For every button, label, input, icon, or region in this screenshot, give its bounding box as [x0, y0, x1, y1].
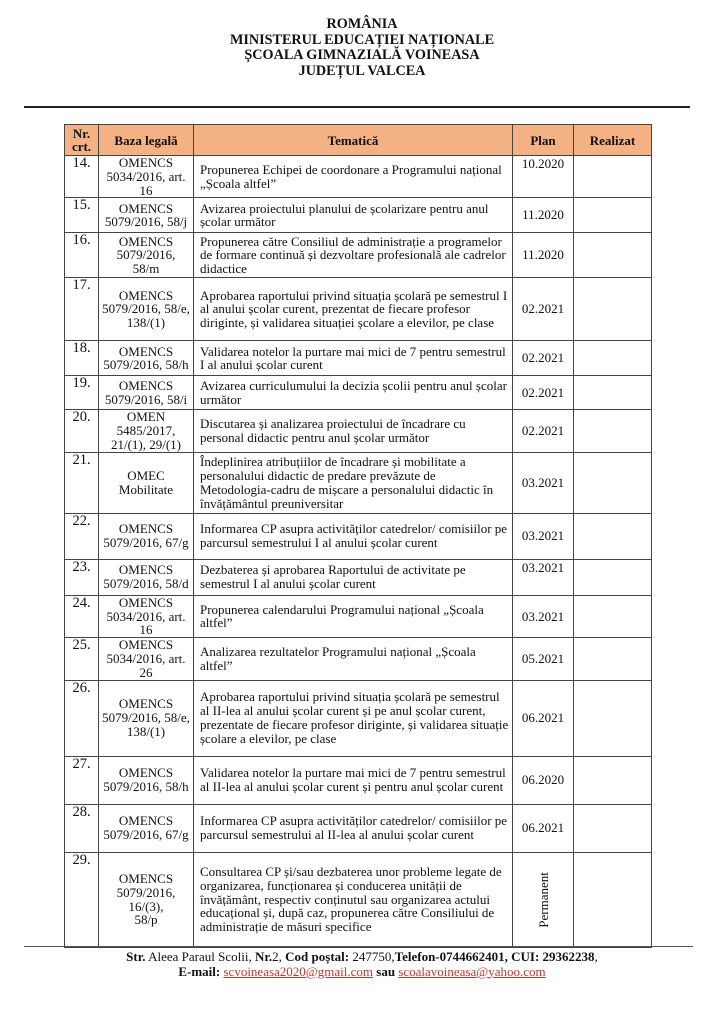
- table-row: [65, 559, 652, 595]
- table-row: [65, 804, 652, 852]
- column-header-nr: Nr. crt.: [65, 125, 99, 156]
- legal-basis-line: 5034/2016, art. 26: [106, 650, 186, 680]
- legal-basis-line: 5079/2016, 58/e,: [102, 301, 190, 317]
- row-number: 26.: [65, 680, 99, 756]
- topic-cell: Propunerea calendarului Programului național „Școala altfel”: [194, 595, 513, 637]
- legal-basis-line: OMEC Mobilitate: [118, 467, 174, 497]
- realized-cell[interactable]: [574, 452, 652, 513]
- topic-cell: Validarea notelor la purtare mai mici de 7 pentru semestrul al II-lea al anului școlar curent și pentru anul școlar curent: [194, 756, 513, 804]
- plan-date-cell: 03.2021: [513, 513, 574, 559]
- legal-basis-line: 5034/2016, art. 16: [106, 168, 186, 198]
- header-school: ȘCOALA GIMNAZIALĂ VOINEASA: [244, 47, 480, 64]
- legal-basis-line: 5079/2016, 58/e,: [102, 710, 190, 726]
- row-number: 20.: [65, 410, 99, 452]
- plan-date-cell: [513, 852, 574, 947]
- legal-basis-line: 5079/2016, 67/g: [103, 827, 189, 843]
- topic-cell: Avizarea curriculumului la decizia școlii pentru anul școlar următor: [194, 376, 513, 410]
- legal-basis-line: 5079/2016, 58/h: [103, 357, 189, 373]
- plan-date-cell: 03.2021: [513, 452, 574, 513]
- legal-basis-line: OMENCS: [118, 233, 174, 249]
- row-number: 16.: [65, 233, 99, 278]
- header-county: JUDEȚUL VALCEA: [298, 62, 426, 79]
- header-country: ROMÂNIA: [326, 16, 398, 32]
- legal-basis-line: 5079/2016, 67/g: [103, 535, 189, 551]
- column-header-realizat: Realizat: [574, 125, 652, 156]
- table-row: [65, 756, 652, 804]
- topic-cell: Discutarea și analizarea proiectului de încadrare cu personal didactic pentru anul școlar următor: [194, 410, 513, 452]
- header-ministry: MINISTERUL EDUCAȚIEI NAȚIONALE: [229, 31, 495, 48]
- plan-date-cell: 06.2020: [513, 756, 574, 804]
- plan-permanent-label: Permanent: [535, 871, 551, 928]
- legal-basis-line: 5079/2016, 58/h: [103, 779, 189, 795]
- legal-basis-line: 5079/2016, 58/i: [104, 391, 188, 407]
- legal-basis-line: OMENCS: [118, 287, 174, 303]
- table-row: [65, 278, 652, 341]
- table-row: [65, 513, 652, 559]
- topic-cell: Aprobarea raportului privind situația școlară pe semestrul I al anului școlar curent, prezentat de fiecare profesor diriginte, și validarea situației școlare a elevilor, pe clase: [194, 278, 513, 341]
- plan-date-cell: 02.2021: [513, 341, 574, 376]
- legal-basis-cell: [99, 756, 194, 804]
- legal-basis-line: 58/p: [134, 912, 158, 928]
- legal-basis-line: OMENCS: [118, 765, 174, 781]
- realized-cell[interactable]: [574, 804, 652, 852]
- realized-cell[interactable]: [574, 341, 652, 376]
- footer-phone: Telefon-0744662401: [394, 949, 505, 964]
- topic-cell: Dezbaterea și aprobarea Raportului de activitate pe semestrul I al anului școlar curent: [194, 559, 513, 595]
- legal-basis-cell: [99, 852, 194, 947]
- plan-date-cell: 10.2020: [513, 156, 574, 198]
- legal-basis-line: OMENCS: [118, 594, 174, 610]
- table-row: [65, 680, 652, 756]
- legal-basis-line: 5034/2016, art. 16: [106, 608, 186, 638]
- row-number: 25.: [65, 638, 99, 680]
- legal-basis-line: OMENCS: [118, 378, 174, 394]
- legal-basis-line: OMENCS: [118, 562, 174, 578]
- legal-basis-line: OMENCS: [118, 343, 174, 359]
- legal-basis-line: 5079/2016, 58/j: [104, 214, 188, 230]
- document-header: [0, 17, 724, 79]
- realized-cell[interactable]: [574, 595, 652, 637]
- legal-basis-line: 5079/2016, 58/d: [103, 576, 189, 592]
- row-number: 29.: [65, 852, 99, 947]
- plan-date-cell: 02.2021: [513, 376, 574, 410]
- realized-cell[interactable]: [574, 680, 652, 756]
- legal-basis-cell: [99, 595, 194, 637]
- legal-basis-cell: [99, 156, 194, 198]
- table-row: [65, 198, 652, 233]
- legal-basis-cell: [99, 452, 194, 513]
- realized-cell[interactable]: [574, 156, 652, 198]
- topic-cell: Informarea CP asupra activităților catedrelor/ comisiilor pe parcursul semestrului I al anului școlar curent: [194, 513, 513, 559]
- realized-cell[interactable]: [574, 852, 652, 947]
- table-row: [65, 341, 652, 376]
- footer-address-line: Str. Aleea Paraul Scolii, Nr.2, Cod poștal: 247750,Telefon-0744662401, CUI: 29362238,: [126, 949, 598, 964]
- legal-basis-cell: [99, 638, 194, 680]
- realized-cell[interactable]: [574, 513, 652, 559]
- legal-basis-line: 138/(1): [126, 315, 166, 331]
- legal-basis-cell: [99, 680, 194, 756]
- legal-basis-line: OMENCS: [118, 521, 174, 537]
- legal-basis-line: OMENCS: [118, 696, 174, 712]
- table-row: [65, 376, 652, 410]
- footer-divider: [24, 946, 693, 947]
- topic-cell: Analizarea rezultatelor Programului național „Școala altfel”: [194, 638, 513, 680]
- row-number: 14.: [65, 156, 99, 198]
- footer-email-line: E-mail: scvoineasa2020@gmail.com sau scoalavoineasa@yahoo.com: [178, 963, 546, 979]
- plan-date-cell: 11.2020: [513, 198, 574, 233]
- table-row: [65, 233, 652, 278]
- column-header-tematica: Tematică: [194, 125, 513, 156]
- legal-basis-line: OMENCS: [118, 155, 174, 170]
- row-number: 21.: [65, 452, 99, 513]
- table-row: [65, 410, 652, 452]
- legal-basis-cell: [99, 804, 194, 852]
- legal-basis-cell: [99, 198, 194, 233]
- topic-cell: Aprobarea raportului privind situația școlară pe semestrul al II-lea al anului școlar curent și pe anul școlar curent, prezentate de fiecare profesor diriginte, și validarea situație școlare a elevilor, pe clase: [194, 680, 513, 756]
- table-row: [65, 638, 652, 680]
- plan-date-cell: 03.2021: [513, 595, 574, 637]
- legal-basis-cell: [99, 559, 194, 595]
- legal-basis-line: OMENCS: [118, 813, 174, 829]
- realized-cell[interactable]: [574, 638, 652, 680]
- legal-basis-line: OMEN 5485/2017,: [116, 409, 176, 439]
- legal-basis-line: OMENCS: [118, 637, 174, 653]
- row-number: 19.: [65, 376, 99, 410]
- plan-date-cell: 02.2021: [513, 410, 574, 452]
- legal-basis-line: OMENCS: [118, 200, 174, 216]
- table-row: [65, 595, 652, 637]
- realized-cell[interactable]: [574, 376, 652, 410]
- plan-date-cell: 06.2021: [513, 680, 574, 756]
- topic-cell: Validarea notelor la purtare mai mici de 7 pentru semestrul I al anului școlar curent: [194, 341, 513, 376]
- topic-cell: Propunerea Echipei de coordonare a Programului național „Școala altfel”: [194, 156, 513, 198]
- table-row: [65, 452, 652, 513]
- row-number: 24.: [65, 595, 99, 637]
- plan-date-cell: 05.2021: [513, 638, 574, 680]
- email-link-yahoo[interactable]: scoalavoineasa@yahoo.com: [398, 963, 546, 979]
- row-number: 23.: [65, 559, 99, 595]
- header-divider: [24, 106, 690, 108]
- document-footer: [0, 950, 724, 979]
- row-number: 22.: [65, 513, 99, 559]
- realized-cell[interactable]: [574, 756, 652, 804]
- column-header-plan: Plan: [513, 125, 574, 156]
- realized-cell[interactable]: [574, 559, 652, 595]
- legal-basis-cell: [99, 278, 194, 341]
- row-number: 28.: [65, 804, 99, 852]
- table-row: [65, 852, 652, 947]
- legal-basis-line: 5079/2016, 58/m: [116, 247, 176, 277]
- row-number: 17.: [65, 278, 99, 341]
- plan-date-cell: 06.2021: [513, 804, 574, 852]
- realized-cell[interactable]: [574, 410, 652, 452]
- column-header-baza-legala: Baza legală: [99, 125, 194, 156]
- row-number: 15.: [65, 198, 99, 233]
- legal-basis-line: 21/(1), 29/(1): [110, 436, 182, 452]
- activity-plan-table: [64, 124, 652, 948]
- plan-date-cell: 11.2020: [513, 233, 574, 278]
- legal-basis-cell: [99, 233, 194, 278]
- realized-cell[interactable]: [574, 278, 652, 341]
- legal-basis-line: 138/(1): [126, 723, 166, 739]
- legal-basis-line: 5079/2016, 16/(3),: [116, 884, 176, 914]
- table-row: [65, 156, 652, 198]
- plan-date-cell: 03.2021: [513, 559, 574, 595]
- legal-basis-cell: [99, 376, 194, 410]
- table-header-row: [65, 125, 652, 156]
- topic-cell: Informarea CP asupra activităților catedrelor/ comisiilor pe parcursul semestrului al II-lea al anului școlar curent: [194, 804, 513, 852]
- topic-cell: Consultarea CP și/sau dezbaterea unor probleme legate de organizarea, funcționarea și conducerea unității de învățământ, respectiv conținutul sau organizarea actului educațional și, după caz, propunerea către Consiliului de administrație de măsuri specifice: [194, 852, 513, 947]
- email-link-gmail[interactable]: scvoineasa2020@gmail.com: [223, 963, 374, 979]
- realized-cell[interactable]: [574, 198, 652, 233]
- row-number: 27.: [65, 756, 99, 804]
- legal-basis-line: OMENCS: [118, 870, 174, 886]
- topic-cell: Propunerea către Consiliul de administrație a programelor de formare continuă și dezvoltare profesională ale cadrelor didactice: [194, 233, 513, 278]
- plan-date-cell: 02.2021: [513, 278, 574, 341]
- legal-basis-cell: [99, 513, 194, 559]
- topic-cell: Îndeplinirea atribuțiilor de încadrare și mobilitate a personalului didactic de predare prevăzute de Metodologia-cadru de mișcare a personalului didactic în învățământul preuniversitar: [194, 452, 513, 513]
- realized-cell[interactable]: [574, 233, 652, 278]
- legal-basis-cell: [99, 410, 194, 452]
- footer-cui: , CUI: 29362238: [504, 949, 595, 964]
- legal-basis-cell: [99, 341, 194, 376]
- row-number: 18.: [65, 341, 99, 376]
- topic-cell: Avizarea proiectului planului de școlarizare pentru anul școlar următor: [194, 198, 513, 233]
